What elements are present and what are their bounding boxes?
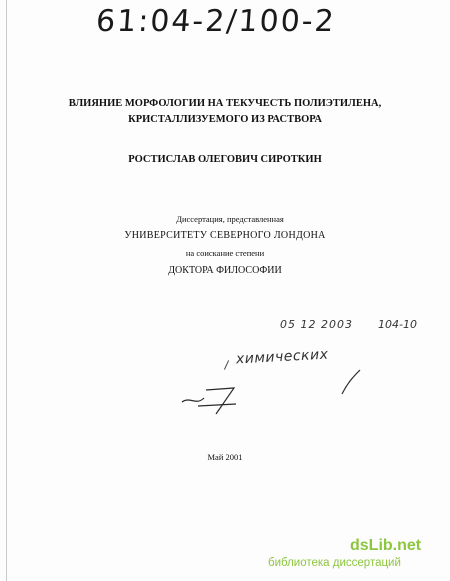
submission-line-1: Диссертация, представленная [176, 214, 284, 224]
watermark-subtitle: библиотека диссертаций [268, 557, 401, 569]
handwritten-date: 05 12 2003 [280, 318, 353, 331]
signature-left [176, 380, 256, 420]
submission-date: Май 2001 [207, 452, 243, 462]
watermark-logo: dsLib.net [350, 537, 422, 554]
pen-tick-mark [224, 360, 229, 369]
handwritten-word: химических [235, 346, 329, 368]
author-name: РОСТИСЛАВ ОЛЕГОВИЧ СИРОТКИН [128, 154, 322, 165]
submission-line-3: на соискание степени [185, 248, 265, 258]
submission-line-2: УНИВЕРСИТЕТУ СЕВЕРНОГО ЛОНДОНА [124, 230, 326, 241]
submission-line-4: ДОКТОРА ФИЛОСОФИИ [168, 265, 282, 276]
handwritten-catalog-code: 61:04-2/100-2 [94, 4, 337, 39]
title-line-1: ВЛИЯНИЕ МОРФОЛОГИИ НА ТЕКУЧЕСТЬ ПОЛИЭТИЛЕНА, [68, 98, 382, 109]
handwritten-number: 104-10 [378, 318, 417, 331]
page-edge [6, 0, 7, 581]
watermark [268, 537, 422, 569]
title-line-2: КРИСТАЛЛИЗУЕМОГО ИЗ РАСТВОРА [128, 114, 322, 125]
signature-right-stroke [338, 368, 364, 398]
